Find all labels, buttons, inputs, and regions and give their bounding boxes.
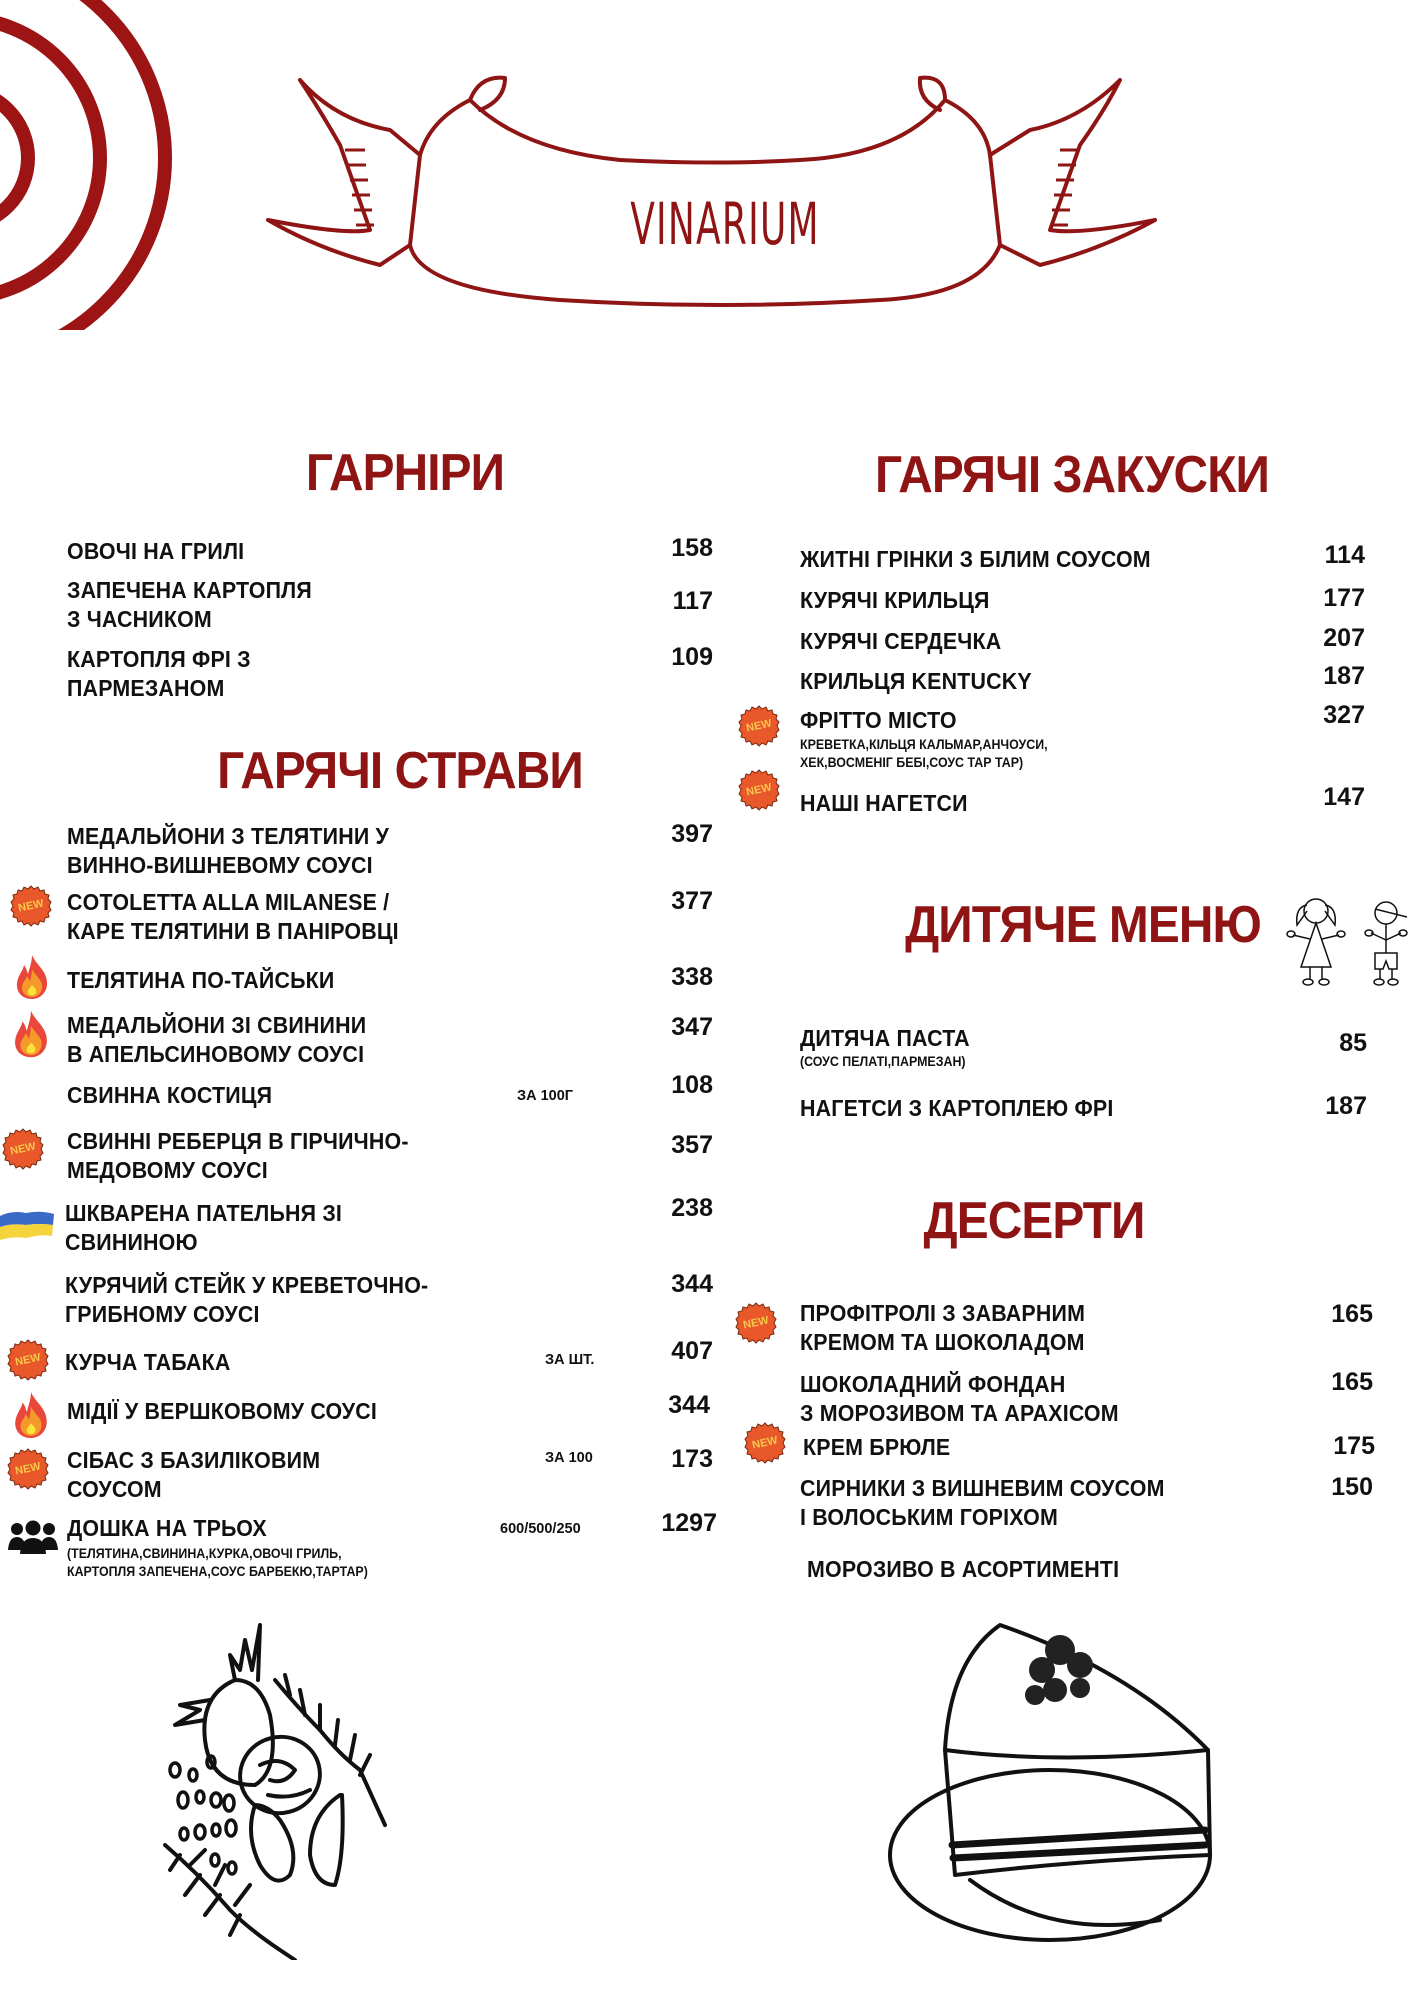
menu-item: КРИЛЬЦЯ KENTUCKY bbox=[800, 668, 1032, 694]
menu-item: СІБАС З БАЗИЛІКОВИМ СОУСОМ bbox=[67, 1447, 321, 1502]
kids-stick-figures-icon bbox=[1283, 895, 1414, 995]
menu-item: МЕДАЛЬЙОНИ З ТЕЛЯТИНИ У ВИННО-ВИШНЕВОМУ СОУСІ bbox=[67, 823, 390, 878]
item-price: 347 bbox=[671, 1013, 713, 1041]
menu-item: СВИННА КОСТИЦЯ bbox=[67, 1082, 273, 1108]
new-badge-label: NEW bbox=[9, 1140, 37, 1158]
new-badge-label: NEW bbox=[751, 1434, 779, 1452]
item-price: 165 bbox=[1331, 1368, 1373, 1396]
menu-item: СВИННІ РЕБЕРЦЯ В ГІРЧИЧНО- МЕДОВОМУ СОУСІ bbox=[67, 1128, 409, 1183]
item-price: 158 bbox=[671, 534, 713, 562]
item-price: 165 bbox=[1331, 1300, 1373, 1328]
item-price: 117 bbox=[672, 587, 713, 615]
item-unit: 600/500/250 bbox=[500, 1521, 581, 1537]
fire-icon bbox=[12, 1010, 50, 1058]
item-price: 187 bbox=[1323, 662, 1365, 690]
item-price: 173 bbox=[671, 1445, 713, 1473]
menu-item: НАГЕТСИ З КАРТОПЛЕЮ ФРІ bbox=[800, 1095, 1114, 1121]
item-price: 114 bbox=[1324, 541, 1365, 569]
new-badge-label: NEW bbox=[745, 717, 773, 735]
item-price: 238 bbox=[671, 1194, 713, 1222]
new-badge-label: NEW bbox=[17, 897, 45, 915]
menu-item: ЗАПЕЧЕНА КАРТОПЛЯ З ЧАСНИКОМ bbox=[67, 577, 312, 632]
item-unit: ЗА 100Г bbox=[517, 1088, 573, 1104]
new-badge-label: NEW bbox=[14, 1460, 42, 1478]
item-price: 108 bbox=[671, 1071, 713, 1099]
item-description: (СОУС ПЕЛАТІ,ПАРМЕЗАН) bbox=[800, 1054, 966, 1069]
vegetables-sketch-icon bbox=[160, 1620, 410, 1960]
item-price: 85 bbox=[1339, 1029, 1367, 1057]
section-heading-hot-appetizers: ГАРЯЧІ ЗАКУСКИ bbox=[875, 446, 1269, 504]
item-price: 187 bbox=[1325, 1092, 1367, 1120]
menu-item: ПРОФІТРОЛІ З ЗАВАРНИМ КРЕМОМ ТА ШОКОЛАДОМ bbox=[800, 1300, 1086, 1355]
menu-item: ДИТЯЧА ПАСТА bbox=[800, 1025, 970, 1051]
menu-item: КУРЯЧІ СЕРДЕЧКА bbox=[800, 628, 1002, 654]
item-price: 327 bbox=[1323, 701, 1365, 729]
item-price: 150 bbox=[1331, 1473, 1373, 1501]
menu-item: ЖИТНІ ГРІНКИ З БІЛИМ СОУСОМ bbox=[800, 546, 1151, 572]
item-price: 175 bbox=[1333, 1432, 1375, 1460]
menu-item: ТЕЛЯТИНА ПО-ТАЙСЬКИ bbox=[67, 967, 335, 993]
section-heading-hot-dishes: ГАРЯЧІ СТРАВИ bbox=[217, 742, 583, 800]
section-heading-garnish: ГАРНІРИ bbox=[305, 444, 505, 502]
cake-slice-sketch-icon bbox=[880, 1620, 1320, 1960]
item-price: 397 bbox=[671, 820, 713, 848]
item-price: 207 bbox=[1323, 624, 1365, 652]
menu-item: КАРТОПЛЯ ФРІ З ПАРМЕЗАНОМ bbox=[67, 646, 251, 701]
item-description: КАРТОПЛЯ ЗАПЕЧЕНА,СОУС БАРБЕКЮ,ТАРТАР) bbox=[67, 1564, 368, 1579]
new-badge-label: NEW bbox=[745, 781, 773, 799]
restaurant-title: VINARIUM bbox=[630, 190, 820, 258]
menu-item: ФРІТТО МІСТО bbox=[800, 707, 957, 733]
item-price: 407 bbox=[671, 1337, 713, 1365]
dessert-footer-note: МОРОЗИВО В АСОРТИМЕНТІ bbox=[807, 1556, 1120, 1582]
item-unit: ЗА ШТ. bbox=[545, 1352, 595, 1368]
item-price: 338 bbox=[671, 963, 713, 991]
menu-item: МЕДАЛЬЙОНИ ЗІ СВИНИНИ В АПЕЛЬСИНОВОМУ СОУСІ bbox=[67, 1012, 367, 1067]
menu-item: ШОКОЛАДНИЙ ФОНДАН З МОРОЗИВОМ ТА АРАХІСОМ bbox=[800, 1371, 1119, 1426]
group-people-icon bbox=[8, 1520, 58, 1554]
item-description: (ТЕЛЯТИНА,СВИНИНА,КУРКА,ОВОЧІ ГРИЛЬ, bbox=[67, 1546, 342, 1561]
item-price: 344 bbox=[671, 1270, 713, 1298]
item-description: КРЕВЕТКА,КІЛЬЦЯ КАЛЬМАР,АНЧОУСИ, bbox=[800, 737, 1048, 752]
fire-icon bbox=[12, 1392, 50, 1438]
item-price: 147 bbox=[1323, 783, 1365, 811]
menu-item: КУРЯЧІ КРИЛЬЦЯ bbox=[800, 587, 990, 613]
concentric-arcs-decoration bbox=[0, 0, 200, 330]
item-unit: ЗА 100 bbox=[545, 1450, 593, 1466]
fire-icon bbox=[14, 955, 50, 999]
menu-item: СИРНИКИ З ВИШНЕВИМ СОУСОМ І ВОЛОСЬКИМ ГОРІХОМ bbox=[800, 1475, 1165, 1530]
item-price: 109 bbox=[671, 643, 713, 671]
menu-item: ШКВАРЕНА ПАТЕЛЬНЯ ЗІ СВИНИНОЮ bbox=[65, 1200, 343, 1255]
ukraine-flag-icon bbox=[0, 1208, 56, 1244]
menu-item: КРЕМ БРЮЛЕ bbox=[803, 1434, 951, 1460]
item-price: 344 bbox=[668, 1391, 710, 1419]
item-description: ХЕК,ВОСМЕНІГ БЕБІ,СОУС ТАР ТАР) bbox=[800, 755, 1024, 770]
new-badge-label: NEW bbox=[14, 1351, 42, 1369]
item-price: 1297 bbox=[661, 1509, 717, 1537]
menu-item: НАШІ НАГЕТСИ bbox=[800, 790, 968, 816]
menu-item: COTOLETTA ALLA MILANESE / КАРЕ ТЕЛЯТИНИ В ПАНІРОВЦІ bbox=[67, 889, 399, 944]
menu-item: КУРЯЧИЙ СТЕЙК У КРЕВЕТОЧНО- ГРИБНОМУ СОУСІ bbox=[65, 1272, 429, 1327]
item-price: 357 bbox=[671, 1131, 713, 1159]
item-price: 377 bbox=[671, 887, 713, 915]
menu-item: КУРЧА ТАБАКА bbox=[65, 1349, 231, 1375]
menu-item: ОВОЧІ НА ГРИЛІ bbox=[67, 538, 245, 564]
menu-item: ДОШКА НА ТРЬОХ bbox=[67, 1515, 267, 1541]
menu-item: МІДІЇ У ВЕРШКОВОМУ СОУСІ bbox=[67, 1398, 378, 1424]
item-price: 177 bbox=[1323, 584, 1365, 612]
section-heading-desserts: ДЕСЕРТИ bbox=[923, 1192, 1145, 1250]
section-heading-kids-menu: ДИТЯЧЕ МЕНЮ bbox=[905, 896, 1261, 954]
new-badge-label: NEW bbox=[742, 1314, 770, 1332]
